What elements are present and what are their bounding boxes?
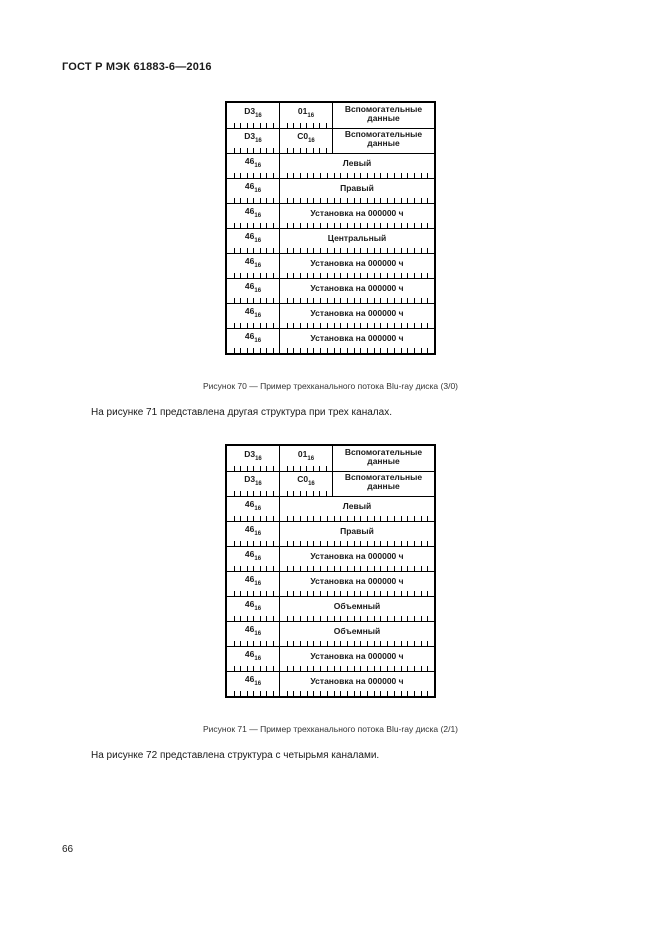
table-row	[227, 103, 434, 128]
label-byte-value: 46	[244, 549, 255, 559]
channel-label: Установка на 000000 ч	[310, 550, 404, 561]
channel-data-cell	[280, 622, 434, 646]
channel-data-cell	[280, 204, 434, 228]
bit-tick	[401, 348, 402, 353]
hex-subscript: 16	[255, 455, 262, 462]
label-byte-value: 46	[244, 156, 255, 166]
bit-tick	[313, 348, 314, 353]
bit-tick	[327, 348, 328, 353]
channel-data-cell	[280, 597, 434, 621]
bit-tick	[360, 691, 361, 696]
channel-data-cell	[280, 672, 434, 696]
byte-value-text: 01	[297, 448, 308, 459]
label-byte-value: 46	[244, 624, 255, 634]
bit-tick	[387, 691, 388, 696]
hex-subscript: 16	[254, 606, 262, 612]
figure-70-frame	[225, 101, 436, 355]
label-byte-value: 46	[244, 181, 255, 191]
channel-label: Установка на 000000 ч	[310, 282, 404, 293]
bit-tick	[300, 348, 301, 353]
aux-data-label: Вспомогательные данные	[344, 103, 423, 123]
channel-data-cell	[280, 279, 434, 303]
hex-subscript: 16	[254, 531, 262, 537]
bit-tick	[380, 348, 381, 353]
bit-tick	[253, 691, 254, 696]
label-byte-cell	[227, 446, 280, 471]
byte-value	[297, 132, 315, 144]
table-row	[227, 621, 434, 646]
bit-tick	[327, 691, 328, 696]
channel-label: Объемный	[333, 600, 381, 611]
label-byte-value: 46	[244, 574, 255, 584]
hex-subscript: 16	[254, 656, 262, 662]
hex-subscript: 16	[254, 581, 262, 587]
byte-value-cell	[280, 129, 333, 153]
bit-tick	[414, 691, 415, 696]
label-byte-cell	[227, 572, 280, 596]
table-row	[227, 328, 434, 353]
label-byte-cell	[227, 229, 280, 253]
label-byte	[244, 450, 262, 462]
aux-data-label: Вспомогательные данные	[344, 472, 423, 491]
byte-value-text: C0	[297, 131, 309, 141]
label-byte	[245, 550, 261, 562]
hex-subscript: 16	[254, 556, 262, 562]
table-row	[227, 253, 434, 278]
bit-tick	[273, 691, 274, 696]
label-byte	[244, 475, 262, 487]
bit-tick	[367, 691, 368, 696]
hex-subscript: 16	[254, 263, 262, 269]
hex-subscript: 16	[308, 481, 315, 487]
bit-tick	[260, 348, 261, 353]
paragraph-figure-72-intro: На рисунке 72 представлена структура с четырьмя каналами.	[91, 750, 380, 761]
bit-tick	[240, 348, 241, 353]
label-byte-value: 46	[244, 599, 255, 609]
byte-value	[298, 107, 314, 119]
channel-label: Правый	[340, 525, 374, 536]
hex-subscript: 16	[254, 288, 262, 294]
bit-tick	[273, 348, 274, 353]
aux-data-cell	[333, 446, 434, 471]
label-byte-cell	[227, 622, 280, 646]
table-row	[227, 546, 434, 571]
label-byte	[245, 282, 261, 294]
hex-subscript: 16	[254, 681, 262, 687]
label-byte	[245, 232, 261, 244]
aux-data-cell	[333, 472, 434, 496]
label-byte	[245, 157, 261, 169]
label-byte-value: 46	[244, 331, 255, 341]
byte-value	[297, 475, 315, 487]
channel-label: Правый	[340, 182, 374, 193]
bit-ticks	[227, 691, 279, 696]
byte-value-text: 01	[297, 105, 308, 116]
bit-tick	[354, 691, 355, 696]
channel-data-cell	[280, 547, 434, 571]
bit-tick	[421, 348, 422, 353]
label-byte	[245, 332, 261, 344]
label-byte-cell	[227, 547, 280, 571]
aux-data-cell	[333, 129, 434, 153]
bit-tick	[421, 691, 422, 696]
bit-tick	[374, 691, 375, 696]
label-byte	[245, 625, 261, 637]
label-byte	[245, 307, 261, 319]
channel-data-cell	[280, 572, 434, 596]
channel-label: Установка на 000000 ч	[310, 575, 404, 586]
label-byte-value: 46	[244, 499, 255, 509]
label-byte-value: 46	[244, 206, 255, 216]
bit-tick	[247, 691, 248, 696]
hex-subscript: 16	[255, 112, 262, 119]
bit-tick	[320, 348, 321, 353]
label-byte	[245, 675, 261, 687]
bit-tick	[334, 691, 335, 696]
bit-tick	[380, 691, 381, 696]
figure-71-frame	[225, 444, 436, 698]
bit-tick	[300, 691, 301, 696]
bit-tick	[360, 348, 361, 353]
channel-label: Левый	[342, 157, 372, 168]
bit-tick	[234, 348, 235, 353]
byte-value	[298, 450, 314, 462]
table-row	[227, 278, 434, 303]
label-byte-cell	[227, 204, 280, 228]
table-row	[227, 228, 434, 253]
label-byte-value: D3	[244, 448, 256, 459]
label-byte-cell	[227, 647, 280, 671]
label-byte-cell	[227, 329, 280, 353]
hex-subscript: 16	[308, 138, 315, 144]
byte-value-cell	[280, 446, 333, 471]
label-byte	[244, 107, 262, 119]
bit-tick	[234, 691, 235, 696]
channel-data-cell	[280, 254, 434, 278]
table-row	[227, 596, 434, 621]
channel-data-cell	[280, 522, 434, 546]
table-row	[227, 571, 434, 596]
bit-tick	[307, 348, 308, 353]
bit-tick	[334, 348, 335, 353]
bit-tick	[313, 691, 314, 696]
channel-label: Установка на 000000 ч	[310, 675, 404, 686]
channel-data-cell	[280, 647, 434, 671]
table-row	[227, 496, 434, 521]
table-row	[227, 203, 434, 228]
label-byte-cell	[227, 279, 280, 303]
bit-tick	[387, 348, 388, 353]
bit-tick	[287, 348, 288, 353]
byte-value-cell	[280, 103, 333, 128]
label-byte-cell	[227, 304, 280, 328]
bit-tick	[287, 691, 288, 696]
byte-value-text: C0	[297, 474, 309, 484]
aux-data-label: Вспомогательные данные	[344, 446, 423, 466]
label-byte-value: D3	[244, 131, 256, 141]
channel-data-cell	[280, 179, 434, 203]
table-row	[227, 178, 434, 203]
bit-tick	[240, 691, 241, 696]
label-byte-cell	[227, 597, 280, 621]
bit-tick	[407, 691, 408, 696]
hex-subscript: 16	[254, 313, 262, 319]
hex-subscript: 16	[254, 238, 262, 244]
channel-data-cell	[280, 497, 434, 521]
label-byte-cell	[227, 472, 280, 496]
label-byte-value: 46	[244, 306, 255, 316]
aux-data-label: Вспомогательные данные	[344, 129, 423, 148]
bit-tick	[293, 348, 294, 353]
channel-label: Установка на 000000 ч	[310, 257, 404, 268]
bit-ticks	[280, 691, 434, 696]
table-row	[227, 646, 434, 671]
label-byte-value: D3	[244, 105, 256, 116]
bit-tick	[414, 348, 415, 353]
label-byte	[245, 600, 261, 612]
bit-tick	[266, 348, 267, 353]
hex-subscript: 16	[254, 163, 262, 169]
hex-subscript: 16	[307, 112, 315, 119]
channel-label: Установка на 000000 ч	[310, 332, 404, 343]
bit-tick	[374, 348, 375, 353]
bit-tick	[340, 348, 341, 353]
bit-tick	[347, 348, 348, 353]
bit-tick	[367, 348, 368, 353]
label-byte	[245, 650, 261, 662]
channel-label: Установка на 000000 ч	[310, 650, 404, 661]
bit-tick	[347, 691, 348, 696]
table-row	[227, 521, 434, 546]
channel-data-cell	[280, 229, 434, 253]
hex-subscript: 16	[255, 138, 262, 144]
channel-label: Центральный	[327, 232, 387, 243]
label-byte	[244, 132, 262, 144]
table-row	[227, 471, 434, 496]
page-number: 66	[62, 844, 74, 855]
channel-data-cell	[280, 154, 434, 178]
channel-data-cell	[280, 304, 434, 328]
label-byte-value: 46	[244, 256, 255, 266]
bit-tick	[293, 691, 294, 696]
channel-label: Установка на 000000 ч	[310, 307, 404, 318]
bit-tick	[407, 348, 408, 353]
bit-tick	[401, 691, 402, 696]
table-row	[227, 128, 434, 153]
label-byte	[245, 575, 261, 587]
table-row	[227, 671, 434, 696]
label-byte-cell	[227, 497, 280, 521]
label-byte-cell	[227, 522, 280, 546]
label-byte-cell	[227, 154, 280, 178]
bit-tick	[266, 691, 267, 696]
label-byte-value: D3	[244, 474, 256, 484]
bit-tick	[394, 348, 395, 353]
table-row	[227, 153, 434, 178]
bit-tick	[354, 348, 355, 353]
bit-ticks	[227, 348, 279, 353]
hex-subscript: 16	[254, 506, 262, 512]
bit-tick	[247, 348, 248, 353]
document-header: ГОСТ Р МЭК 61883-6—2016	[62, 61, 212, 73]
figure-70-caption: Рисунок 70 — Пример трехканального потока Blu-ray диска (3/0)	[203, 381, 458, 391]
hex-subscript: 16	[254, 338, 262, 344]
channel-label: Установка на 000000 ч	[310, 207, 404, 218]
bit-ticks	[280, 348, 434, 353]
bit-tick	[260, 691, 261, 696]
label-byte-value: 46	[244, 674, 255, 684]
paragraph-figure-71-intro: На рисунке 71 представлена другая структура при трех каналах.	[91, 407, 392, 418]
channel-label: Левый	[342, 500, 372, 511]
hex-subscript: 16	[254, 631, 262, 637]
channel-data-cell	[280, 329, 434, 353]
label-byte	[245, 257, 261, 269]
aux-data-cell	[333, 103, 434, 128]
bit-tick	[340, 691, 341, 696]
label-byte	[245, 182, 261, 194]
label-byte-value: 46	[244, 281, 255, 291]
label-byte-cell	[227, 129, 280, 153]
table-row	[227, 303, 434, 328]
label-byte-value: 46	[244, 649, 255, 659]
bit-tick	[253, 348, 254, 353]
figure-71-caption: Рисунок 71 — Пример трехканального потока Blu-ray диска (2/1)	[203, 724, 458, 734]
label-byte-cell	[227, 672, 280, 696]
label-byte	[245, 525, 261, 537]
bit-tick	[394, 691, 395, 696]
bit-tick	[427, 348, 428, 353]
label-byte-value: 46	[244, 524, 255, 534]
label-byte-value: 46	[244, 231, 255, 241]
label-byte-cell	[227, 179, 280, 203]
table-row	[227, 446, 434, 471]
bit-tick	[320, 691, 321, 696]
label-byte-cell	[227, 254, 280, 278]
label-byte	[245, 207, 261, 219]
byte-value-cell	[280, 472, 333, 496]
bit-tick	[427, 691, 428, 696]
hex-subscript: 16	[254, 188, 262, 194]
hex-subscript: 16	[307, 455, 315, 462]
channel-label: Объемный	[333, 625, 381, 636]
hex-subscript: 16	[255, 481, 262, 487]
label-byte-cell	[227, 103, 280, 128]
bit-tick	[307, 691, 308, 696]
hex-subscript: 16	[254, 213, 262, 219]
label-byte	[245, 500, 261, 512]
